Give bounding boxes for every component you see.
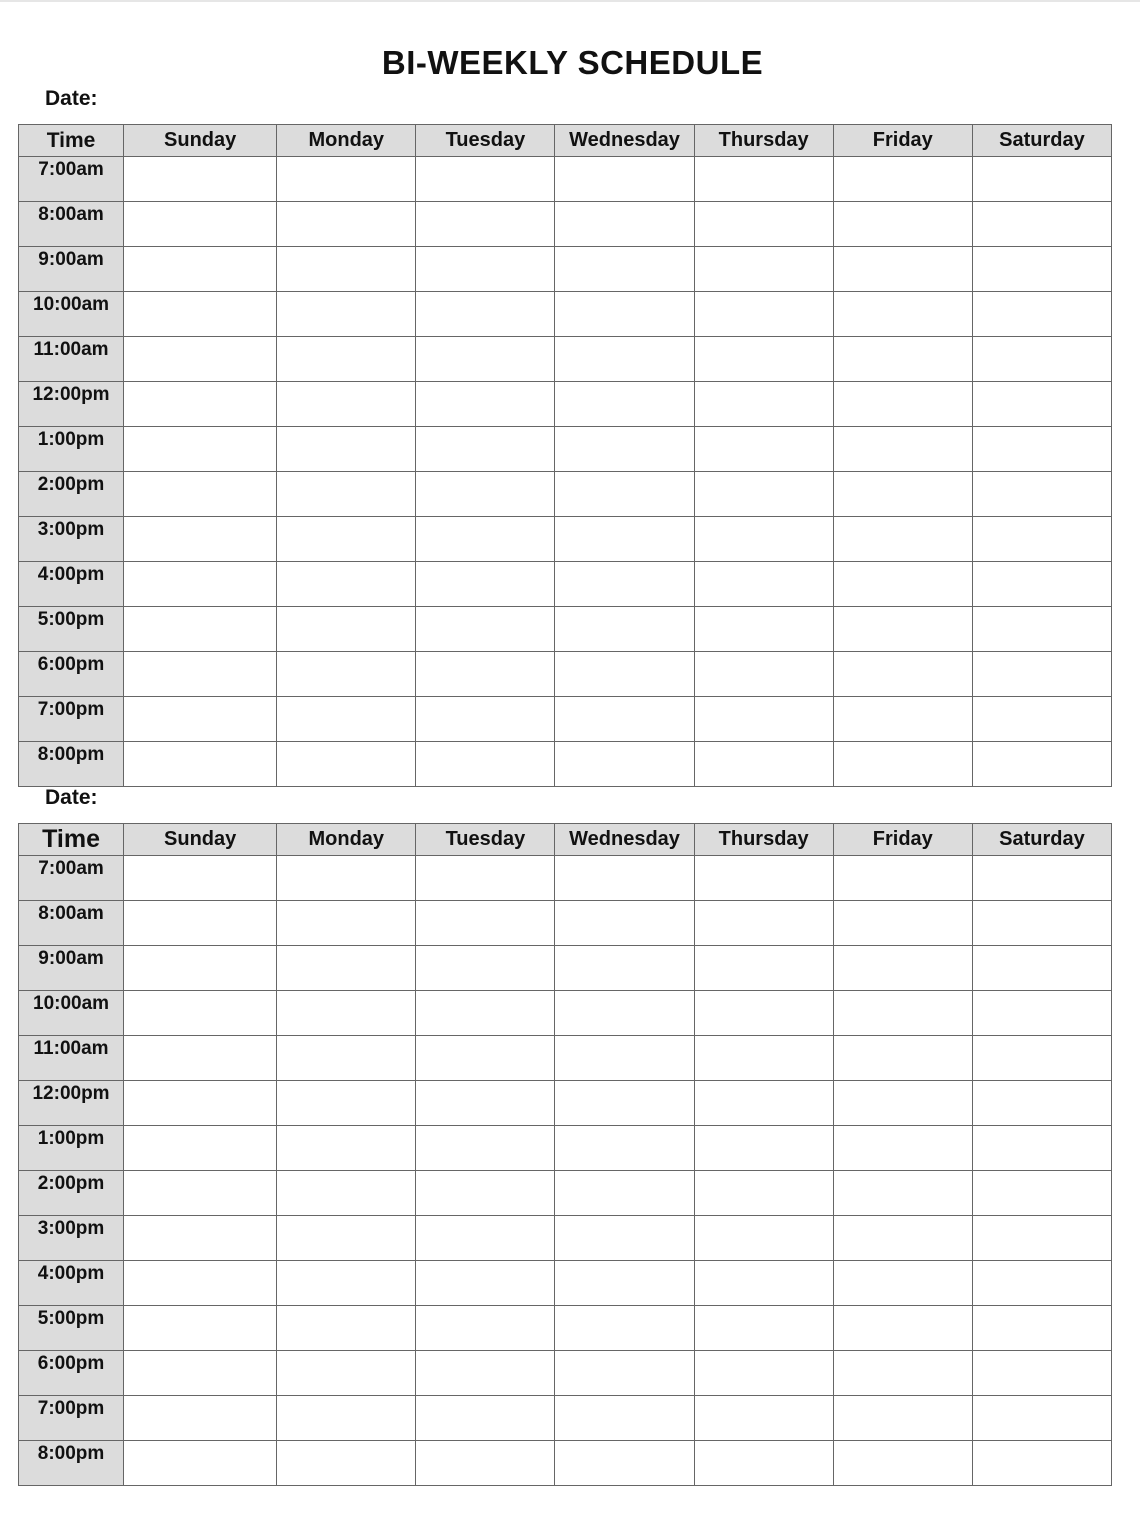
time-slot-label: 6:00pm <box>19 652 124 697</box>
schedule-cell-thursday[interactable] <box>694 1036 833 1081</box>
schedule-cell-saturday[interactable] <box>972 427 1111 472</box>
schedule-cell-monday[interactable] <box>277 1216 416 1261</box>
schedule-cell-thursday[interactable] <box>694 607 833 652</box>
schedule-row <box>19 991 1112 1036</box>
schedule-cell-tuesday[interactable] <box>416 1171 555 1216</box>
schedule-cell-monday[interactable] <box>277 1081 416 1126</box>
schedule-row <box>19 562 1112 607</box>
schedule-cell-sunday[interactable] <box>124 337 277 382</box>
schedule-cell-monday[interactable] <box>277 991 416 1036</box>
schedule-cell-sunday[interactable] <box>124 427 277 472</box>
week-2-schedule-table <box>18 823 1112 1486</box>
schedule-cell-monday[interactable] <box>277 472 416 517</box>
schedule-cell-friday[interactable] <box>833 427 972 472</box>
schedule-cell-monday[interactable] <box>277 742 416 787</box>
time-slot-label: 4:00pm <box>19 562 124 607</box>
schedule-cell-thursday[interactable] <box>694 202 833 247</box>
schedule-cell-wednesday[interactable] <box>555 1351 694 1396</box>
schedule-cell-sunday[interactable] <box>124 562 277 607</box>
time-slot-label: 3:00pm <box>19 1216 124 1261</box>
schedule-cell-tuesday[interactable] <box>416 337 555 382</box>
schedule-cell-sunday[interactable] <box>124 517 277 562</box>
schedule-cell-sunday[interactable] <box>124 856 277 901</box>
schedule-cell-friday[interactable] <box>833 472 972 517</box>
schedule-cell-friday[interactable] <box>833 946 972 991</box>
schedule-cell-saturday[interactable] <box>972 337 1111 382</box>
schedule-cell-monday[interactable] <box>277 1126 416 1171</box>
schedule-cell-wednesday[interactable] <box>555 1126 694 1171</box>
page-title: BI-WEEKLY SCHEDULE <box>381 44 764 81</box>
schedule-cell-monday[interactable] <box>277 1171 416 1216</box>
schedule-cell-friday[interactable] <box>833 1171 972 1216</box>
schedule-row <box>19 856 1112 901</box>
schedule-cell-thursday[interactable] <box>694 382 833 427</box>
schedule-cell-tuesday[interactable] <box>416 1306 555 1351</box>
schedule-cell-thursday[interactable] <box>694 427 833 472</box>
schedule-cell-saturday[interactable] <box>972 1171 1111 1216</box>
day-header-thursday: Thursday <box>694 824 833 856</box>
schedule-cell-saturday[interactable] <box>972 1126 1111 1171</box>
schedule-cell-thursday[interactable] <box>694 946 833 991</box>
schedule-cell-wednesday[interactable] <box>555 742 694 787</box>
time-slot-label: 7:00pm <box>19 1396 124 1441</box>
schedule-row <box>19 1216 1112 1261</box>
schedule-cell-wednesday[interactable] <box>555 292 694 337</box>
schedule-cell-friday[interactable] <box>833 1441 972 1486</box>
schedule-cell-wednesday[interactable] <box>555 946 694 991</box>
schedule-cell-monday[interactable] <box>277 1396 416 1441</box>
schedule-cell-monday[interactable] <box>277 1036 416 1081</box>
time-slot-label: 8:00pm <box>19 742 124 787</box>
schedule-cell-monday[interactable] <box>277 652 416 697</box>
day-header-tuesday: Tuesday <box>416 824 555 856</box>
schedule-cell-sunday[interactable] <box>124 607 277 652</box>
time-slot-label: 11:00am <box>19 337 124 382</box>
time-slot-label: 1:00pm <box>19 427 124 472</box>
day-header-wednesday: Wednesday <box>555 125 694 157</box>
schedule-cell-wednesday[interactable] <box>555 1216 694 1261</box>
time-slot-label: 5:00pm <box>19 1306 124 1351</box>
schedule-cell-sunday[interactable] <box>124 1261 277 1306</box>
schedule-cell-tuesday[interactable] <box>416 742 555 787</box>
schedule-cell-thursday[interactable] <box>694 901 833 946</box>
time-slot-label: 6:00pm <box>19 1351 124 1396</box>
schedule-cell-wednesday[interactable] <box>555 991 694 1036</box>
week-1-schedule-table <box>18 124 1112 787</box>
schedule-cell-friday[interactable] <box>833 901 972 946</box>
schedule-cell-sunday[interactable] <box>124 472 277 517</box>
day-header-sunday: Sunday <box>124 125 277 157</box>
top-divider <box>0 0 1140 2</box>
schedule-cell-thursday[interactable] <box>694 652 833 697</box>
week-2-date-label: Date: <box>45 786 98 809</box>
schedule-cell-wednesday[interactable] <box>555 517 694 562</box>
schedule-cell-tuesday[interactable] <box>416 1396 555 1441</box>
schedule-cell-saturday[interactable] <box>972 901 1111 946</box>
schedule-cell-monday[interactable] <box>277 1306 416 1351</box>
schedule-cell-saturday[interactable] <box>972 247 1111 292</box>
schedule-cell-wednesday[interactable] <box>555 607 694 652</box>
schedule-row <box>19 247 1112 292</box>
schedule-cell-tuesday[interactable] <box>416 946 555 991</box>
time-slot-label: 10:00am <box>19 991 124 1036</box>
schedule-row <box>19 1306 1112 1351</box>
schedule-cell-sunday[interactable] <box>124 1441 277 1486</box>
day-header-saturday: Saturday <box>972 125 1111 157</box>
schedule-cell-monday[interactable] <box>277 427 416 472</box>
schedule-cell-saturday[interactable] <box>972 1261 1111 1306</box>
schedule-cell-thursday[interactable] <box>694 742 833 787</box>
time-column-header: Time <box>19 824 124 856</box>
schedule-cell-monday[interactable] <box>277 247 416 292</box>
schedule-cell-monday[interactable] <box>277 1261 416 1306</box>
schedule-cell-thursday[interactable] <box>694 337 833 382</box>
schedule-cell-sunday[interactable] <box>124 382 277 427</box>
schedule-cell-friday[interactable] <box>833 382 972 427</box>
schedule-cell-friday[interactable] <box>833 1036 972 1081</box>
time-slot-label: 8:00am <box>19 901 124 946</box>
schedule-cell-thursday[interactable] <box>694 1216 833 1261</box>
week-1-date-label: Date: <box>45 87 98 110</box>
schedule-row <box>19 652 1112 697</box>
time-slot-label: 7:00pm <box>19 697 124 742</box>
schedule-cell-friday[interactable] <box>833 292 972 337</box>
time-slot-label: 10:00am <box>19 292 124 337</box>
time-slot-label: 4:00pm <box>19 1261 124 1306</box>
schedule-cell-friday[interactable] <box>833 247 972 292</box>
schedule-cell-tuesday[interactable] <box>416 1081 555 1126</box>
schedule-cell-thursday[interactable] <box>694 856 833 901</box>
schedule-cell-tuesday[interactable] <box>416 991 555 1036</box>
schedule-cell-saturday[interactable] <box>972 292 1111 337</box>
schedule-cell-sunday[interactable] <box>124 1306 277 1351</box>
schedule-cell-tuesday[interactable] <box>416 562 555 607</box>
schedule-cell-friday[interactable] <box>833 202 972 247</box>
schedule-cell-saturday[interactable] <box>972 472 1111 517</box>
day-header-tuesday: Tuesday <box>416 125 555 157</box>
day-header-wednesday: Wednesday <box>555 824 694 856</box>
schedule-cell-saturday[interactable] <box>972 991 1111 1036</box>
time-slot-label: 7:00am <box>19 856 124 901</box>
schedule-row <box>19 607 1112 652</box>
schedule-cell-wednesday[interactable] <box>555 856 694 901</box>
schedule-cell-friday[interactable] <box>833 1351 972 1396</box>
schedule-row <box>19 517 1112 562</box>
schedule-cell-sunday[interactable] <box>124 202 277 247</box>
schedule-cell-tuesday[interactable] <box>416 1441 555 1486</box>
schedule-cell-tuesday[interactable] <box>416 382 555 427</box>
schedule-cell-sunday[interactable] <box>124 1126 277 1171</box>
time-slot-label: 8:00pm <box>19 1441 124 1486</box>
schedule-cell-wednesday[interactable] <box>555 202 694 247</box>
schedule-cell-thursday[interactable] <box>694 562 833 607</box>
schedule-cell-friday[interactable] <box>833 1081 972 1126</box>
schedule-cell-sunday[interactable] <box>124 946 277 991</box>
schedule-row <box>19 946 1112 991</box>
schedule-row <box>19 1036 1112 1081</box>
day-header-monday: Monday <box>277 824 416 856</box>
schedule-cell-sunday[interactable] <box>124 1351 277 1396</box>
schedule-cell-saturday[interactable] <box>972 1396 1111 1441</box>
schedule-cell-wednesday[interactable] <box>555 652 694 697</box>
schedule-row <box>19 427 1112 472</box>
schedule-row <box>19 1441 1112 1486</box>
day-header-saturday: Saturday <box>972 824 1111 856</box>
schedule-cell-wednesday[interactable] <box>555 562 694 607</box>
schedule-cell-friday[interactable] <box>833 856 972 901</box>
schedule-cell-monday[interactable] <box>277 292 416 337</box>
schedule-cell-saturday[interactable] <box>972 382 1111 427</box>
time-slot-label: 12:00pm <box>19 1081 124 1126</box>
schedule-cell-wednesday[interactable] <box>555 1081 694 1126</box>
schedule-cell-wednesday[interactable] <box>555 337 694 382</box>
schedule-cell-thursday[interactable] <box>694 517 833 562</box>
schedule-cell-thursday[interactable] <box>694 1126 833 1171</box>
schedule-row <box>19 1171 1112 1216</box>
schedule-cell-saturday[interactable] <box>972 697 1111 742</box>
schedule-cell-thursday[interactable] <box>694 1441 833 1486</box>
day-header-friday: Friday <box>833 824 972 856</box>
time-slot-label: 2:00pm <box>19 472 124 517</box>
schedule-cell-sunday[interactable] <box>124 1216 277 1261</box>
schedule-cell-saturday[interactable] <box>972 1351 1111 1396</box>
schedule-cell-tuesday[interactable] <box>416 472 555 517</box>
schedule-cell-monday[interactable] <box>277 856 416 901</box>
schedule-cell-monday[interactable] <box>277 562 416 607</box>
schedule-cell-sunday[interactable] <box>124 1171 277 1216</box>
schedule-cell-saturday[interactable] <box>972 562 1111 607</box>
schedule-cell-saturday[interactable] <box>972 607 1111 652</box>
schedule-row <box>19 337 1112 382</box>
schedule-cell-monday[interactable] <box>277 157 416 202</box>
day-header-thursday: Thursday <box>694 125 833 157</box>
time-slot-label: 3:00pm <box>19 517 124 562</box>
schedule-row <box>19 1081 1112 1126</box>
time-slot-label: 1:00pm <box>19 1126 124 1171</box>
time-slot-label: 5:00pm <box>19 607 124 652</box>
schedule-cell-wednesday[interactable] <box>555 472 694 517</box>
schedule-cell-wednesday[interactable] <box>555 157 694 202</box>
schedule-row <box>19 742 1112 787</box>
schedule-cell-friday[interactable] <box>833 337 972 382</box>
schedule-cell-monday[interactable] <box>277 697 416 742</box>
schedule-cell-sunday[interactable] <box>124 697 277 742</box>
day-header-monday: Monday <box>277 125 416 157</box>
schedule-cell-wednesday[interactable] <box>555 1396 694 1441</box>
schedule-cell-saturday[interactable] <box>972 1441 1111 1486</box>
schedule-cell-tuesday[interactable] <box>416 517 555 562</box>
schedule-cell-friday[interactable] <box>833 517 972 562</box>
schedule-cell-wednesday[interactable] <box>555 697 694 742</box>
schedule-cell-monday[interactable] <box>277 337 416 382</box>
schedule-cell-tuesday[interactable] <box>416 157 555 202</box>
schedule-cell-thursday[interactable] <box>694 292 833 337</box>
schedule-cell-saturday[interactable] <box>972 652 1111 697</box>
schedule-cell-friday[interactable] <box>833 1261 972 1306</box>
schedule-cell-friday[interactable] <box>833 607 972 652</box>
schedule-cell-wednesday[interactable] <box>555 427 694 472</box>
schedule-cell-friday[interactable] <box>833 1396 972 1441</box>
schedule-cell-tuesday[interactable] <box>416 202 555 247</box>
schedule-row <box>19 157 1112 202</box>
schedule-cell-wednesday[interactable] <box>555 1306 694 1351</box>
schedule-row <box>19 202 1112 247</box>
schedule-cell-saturday[interactable] <box>972 1216 1111 1261</box>
time-slot-label: 12:00pm <box>19 382 124 427</box>
schedule-cell-tuesday[interactable] <box>416 652 555 697</box>
schedule-cell-saturday[interactable] <box>972 742 1111 787</box>
schedule-cell-sunday[interactable] <box>124 1081 277 1126</box>
schedule-cell-saturday[interactable] <box>972 517 1111 562</box>
schedule-row <box>19 292 1112 337</box>
schedule-cell-friday[interactable] <box>833 1126 972 1171</box>
schedule-cell-wednesday[interactable] <box>555 1171 694 1216</box>
header-row <box>19 125 1112 157</box>
schedule-cell-sunday[interactable] <box>124 742 277 787</box>
day-header-friday: Friday <box>833 125 972 157</box>
time-slot-label: 8:00am <box>19 202 124 247</box>
schedule-cell-thursday[interactable] <box>694 157 833 202</box>
schedule-cell-saturday[interactable] <box>972 202 1111 247</box>
schedule-cell-tuesday[interactable] <box>416 1126 555 1171</box>
schedule-cell-friday[interactable] <box>833 1216 972 1261</box>
schedule-row <box>19 697 1112 742</box>
schedule-cell-sunday[interactable] <box>124 1036 277 1081</box>
schedule-cell-monday[interactable] <box>277 202 416 247</box>
schedule-cell-sunday[interactable] <box>124 652 277 697</box>
schedule-cell-saturday[interactable] <box>972 856 1111 901</box>
schedule-row <box>19 1351 1112 1396</box>
time-slot-label: 11:00am <box>19 1036 124 1081</box>
schedule-cell-saturday[interactable] <box>972 157 1111 202</box>
schedule-cell-tuesday[interactable] <box>416 697 555 742</box>
schedule-cell-tuesday[interactable] <box>416 901 555 946</box>
schedule-cell-tuesday[interactable] <box>416 427 555 472</box>
schedule-cell-saturday[interactable] <box>972 946 1111 991</box>
schedule-cell-wednesday[interactable] <box>555 382 694 427</box>
time-slot-label: 9:00am <box>19 946 124 991</box>
schedule-cell-tuesday[interactable] <box>416 1351 555 1396</box>
schedule-cell-monday[interactable] <box>277 382 416 427</box>
schedule-cell-friday[interactable] <box>833 697 972 742</box>
schedule-cell-friday[interactable] <box>833 991 972 1036</box>
schedule-cell-thursday[interactable] <box>694 697 833 742</box>
schedule-cell-friday[interactable] <box>833 1306 972 1351</box>
schedule-cell-tuesday[interactable] <box>416 1216 555 1261</box>
schedule-cell-thursday[interactable] <box>694 1396 833 1441</box>
schedule-cell-wednesday[interactable] <box>555 1261 694 1306</box>
schedule-cell-thursday[interactable] <box>694 247 833 292</box>
schedule-cell-tuesday[interactable] <box>416 1036 555 1081</box>
schedule-row <box>19 382 1112 427</box>
time-slot-label: 2:00pm <box>19 1171 124 1216</box>
schedule-cell-tuesday[interactable] <box>416 247 555 292</box>
schedule-cell-friday[interactable] <box>833 562 972 607</box>
schedule-cell-friday[interactable] <box>833 157 972 202</box>
schedule-cell-sunday[interactable] <box>124 247 277 292</box>
day-header-sunday: Sunday <box>124 824 277 856</box>
schedule-cell-tuesday[interactable] <box>416 607 555 652</box>
schedule-row <box>19 1126 1112 1171</box>
schedule-cell-friday[interactable] <box>833 742 972 787</box>
schedule-cell-monday[interactable] <box>277 1441 416 1486</box>
schedule-cell-thursday[interactable] <box>694 1306 833 1351</box>
schedule-cell-monday[interactable] <box>277 901 416 946</box>
time-column-header: Time <box>19 125 124 157</box>
time-slot-label: 7:00am <box>19 157 124 202</box>
schedule-cell-monday[interactable] <box>277 946 416 991</box>
schedule-cell-friday[interactable] <box>833 652 972 697</box>
schedule-cell-monday[interactable] <box>277 1351 416 1396</box>
schedule-cell-sunday[interactable] <box>124 157 277 202</box>
schedule-cell-thursday[interactable] <box>694 1261 833 1306</box>
schedule-row <box>19 1261 1112 1306</box>
schedule-cell-sunday[interactable] <box>124 901 277 946</box>
header-row <box>19 824 1112 856</box>
schedule-cell-thursday[interactable] <box>694 1081 833 1126</box>
schedule-cell-tuesday[interactable] <box>416 1261 555 1306</box>
schedule-cell-monday[interactable] <box>277 517 416 562</box>
schedule-cell-sunday[interactable] <box>124 1396 277 1441</box>
schedule-cell-thursday[interactable] <box>694 1351 833 1396</box>
schedule-cell-wednesday[interactable] <box>555 247 694 292</box>
schedule-cell-monday[interactable] <box>277 607 416 652</box>
schedule-cell-thursday[interactable] <box>694 472 833 517</box>
schedule-row <box>19 472 1112 517</box>
schedule-cell-saturday[interactable] <box>972 1036 1111 1081</box>
schedule-cell-wednesday[interactable] <box>555 1036 694 1081</box>
schedule-cell-thursday[interactable] <box>694 1171 833 1216</box>
schedule-cell-sunday[interactable] <box>124 292 277 337</box>
schedule-cell-wednesday[interactable] <box>555 901 694 946</box>
schedule-cell-tuesday[interactable] <box>416 292 555 337</box>
schedule-cell-thursday[interactable] <box>694 991 833 1036</box>
schedule-cell-saturday[interactable] <box>972 1081 1111 1126</box>
schedule-row <box>19 901 1112 946</box>
schedule-row <box>19 1396 1112 1441</box>
time-slot-label: 9:00am <box>19 247 124 292</box>
schedule-cell-tuesday[interactable] <box>416 856 555 901</box>
schedule-cell-saturday[interactable] <box>972 1306 1111 1351</box>
schedule-cell-wednesday[interactable] <box>555 1441 694 1486</box>
schedule-cell-sunday[interactable] <box>124 991 277 1036</box>
